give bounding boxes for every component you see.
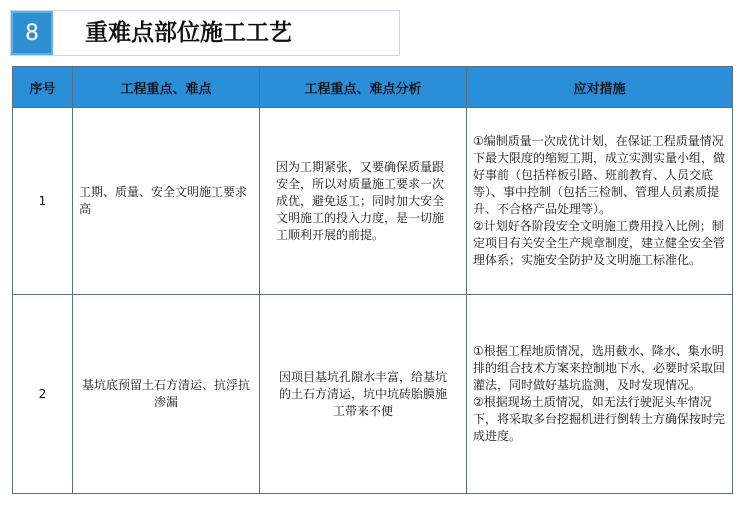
measures-table — [12, 66, 733, 494]
measures-cell — [467, 295, 733, 494]
section-number-badge: 8 — [11, 11, 53, 55]
measure-item: ①编制质量一次成优计划，在保证工程质量情况下最大限度的缩短工期，成立实测实量小组，做好事前（包括样板引路、班前教育、人员交底等）、事中控制（包括三检制、管理人员素质提升、不合格产品处理等）。 — [473, 134, 726, 216]
analysis-cell — [260, 108, 467, 295]
column-header-key-point: 工程重点、难点 — [73, 67, 260, 108]
measure-item: ②根据现场土质情况，如无法行驶泥头车情况下，将采取多台挖掘机进行倒转土方确保按时完成进度。 — [473, 395, 726, 443]
row-number: 1 — [13, 108, 73, 295]
analysis-text: 因为工期紧张，又要确保质量跟安全，所以对质量施工要求一次成优，避免返工；同时加大安全文明施工的投入力度，是一切施工顺利开展的前提。 — [276, 159, 445, 242]
page-title: 重难点部位施工工艺 — [85, 20, 292, 46]
column-header-measures: 应对措施 — [467, 67, 733, 108]
analysis-cell — [260, 295, 467, 494]
key-point-cell: 基坑底预留土石方清运、抗浮抗渗漏 — [73, 295, 260, 494]
measures-cell — [467, 108, 733, 295]
column-header-number: 序号 — [13, 67, 73, 108]
measure-item: ①根据工程地质情况，选用截水、降水、集水明排的组合技术方案来控制地下水，必要时采取回灌法，同时做好基坑监测，及时发现情况。 — [473, 344, 726, 392]
key-point-cell: 工期、质量、安全文明施工要求高 — [73, 108, 260, 295]
column-header-analysis: 工程重点、难点分析 — [260, 67, 467, 108]
measure-item: ②计划好各阶段安全文明施工费用投入比例；制定项目有关安全生产规章制度，建立健全安全管理体系；实施安全防护及文明施工标准化。 — [473, 219, 726, 267]
section-header — [10, 10, 400, 56]
analysis-text: 因项目基坑孔隙水丰富，给基坑的土石方清运，坑中坑砖胎膜施工带来不便 — [278, 369, 447, 418]
table-row — [13, 108, 733, 295]
row-number: 2 — [13, 295, 73, 494]
table-header-row — [13, 67, 733, 108]
table-row — [13, 295, 733, 494]
